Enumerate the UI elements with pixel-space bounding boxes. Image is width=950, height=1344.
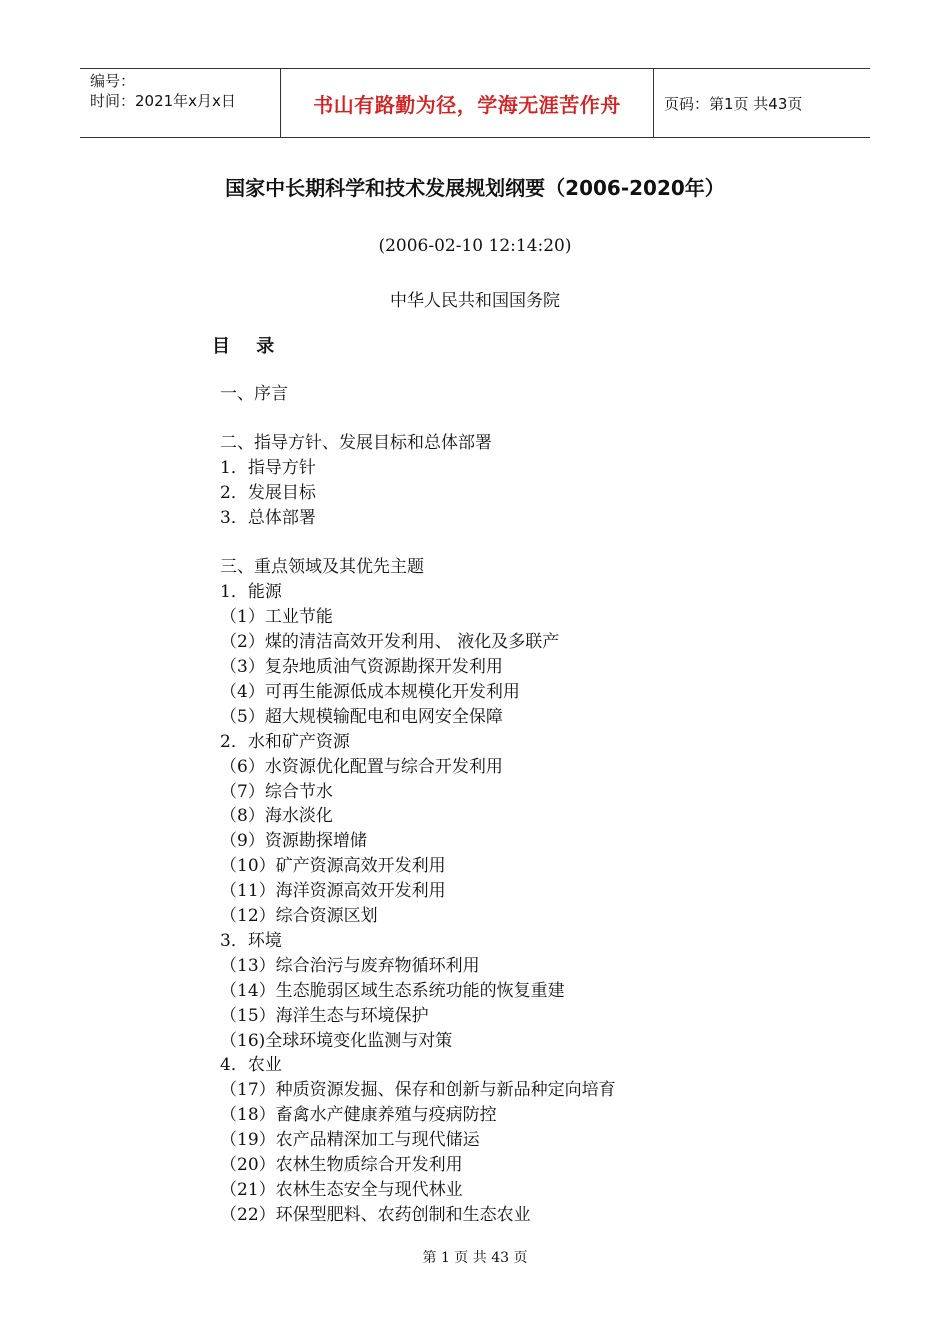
- toc-item: （7）综合节水: [220, 782, 333, 802]
- toc-item: （13）综合治污与废弃物循环利用: [220, 956, 480, 976]
- page-header: [80, 68, 870, 138]
- time-label: 时间：2021年x月x日: [90, 92, 236, 110]
- toc-item: （22）环保型肥料、农药创制和生态农业: [220, 1205, 531, 1225]
- toc-item: （12）综合资源区划: [220, 906, 378, 926]
- number-label: 编号：: [90, 72, 136, 90]
- toc-item: 二、指导方针、发展目标和总体部署: [220, 433, 492, 453]
- toc-item: （5）超大规模输配电和电网安全保障: [220, 707, 503, 727]
- toc-item: （17）种质资源发掘、保存和创新与新品种定向培育: [220, 1080, 616, 1100]
- toc-item: （3）复杂地质油气资源勘探开发利用: [220, 657, 503, 677]
- toc-item: （11）海洋资源高效开发利用: [220, 881, 446, 901]
- toc-item: 1．指导方针: [220, 458, 316, 478]
- toc-item: （14）生态脆弱区域生态系统功能的恢复重建: [220, 981, 565, 1001]
- document-issuer: 中华人民共和国国务院: [390, 291, 560, 311]
- toc-item: 2．水和矿产资源: [220, 732, 350, 752]
- toc-item: 1．能源: [220, 582, 282, 602]
- document-date: (2006-02-10 12:14:20): [378, 236, 572, 256]
- toc-item: （18）畜禽水产健康养殖与疫病防控: [220, 1105, 497, 1125]
- document-title: 国家中长期科学和技术发展规划纲要（2006-2020年）: [225, 176, 725, 200]
- toc-item: （8）海水淡化: [220, 806, 333, 826]
- header-motto: 书山有路勤为径，学海无涯苦作舟: [281, 69, 654, 137]
- toc-item: （10）矿产资源高效开发利用: [220, 856, 446, 876]
- toc-item: 2．发展目标: [220, 483, 316, 503]
- toc-item: 一、序言: [220, 384, 288, 404]
- toc-item: 4．农业: [220, 1055, 282, 1075]
- toc-item: （15）海洋生态与环境保护: [220, 1006, 429, 1026]
- toc-item: （9）资源勘探增储: [220, 831, 367, 851]
- header-page-info: 页码：第1页 共43页: [664, 94, 803, 113]
- toc-item: 三、重点领域及其优先主题: [220, 557, 424, 577]
- toc-item: 3．环境: [220, 931, 282, 951]
- toc-heading: 目 录: [212, 336, 285, 357]
- page-footer: 第 1 页 共 43 页: [422, 1250, 528, 1266]
- toc-item: （20）农林生物质综合开发利用: [220, 1155, 463, 1175]
- header-meta: [80, 69, 281, 137]
- toc-item: （2）煤的清洁高效开发利用、 液化及多联产: [220, 632, 560, 652]
- toc-item: （21）农林生态安全与现代林业: [220, 1180, 463, 1200]
- toc-item: （4）可再生能源低成本规模化开发利用: [220, 682, 520, 702]
- toc-item: 3．总体部署: [220, 508, 316, 528]
- toc-item: （19）农产品精深加工与现代储运: [220, 1130, 480, 1150]
- toc-item: （1）工业节能: [220, 607, 333, 627]
- toc-item: （16)全球环境变化监测与对策: [220, 1031, 453, 1051]
- toc-item: （6）水资源优化配置与综合开发利用: [220, 757, 503, 777]
